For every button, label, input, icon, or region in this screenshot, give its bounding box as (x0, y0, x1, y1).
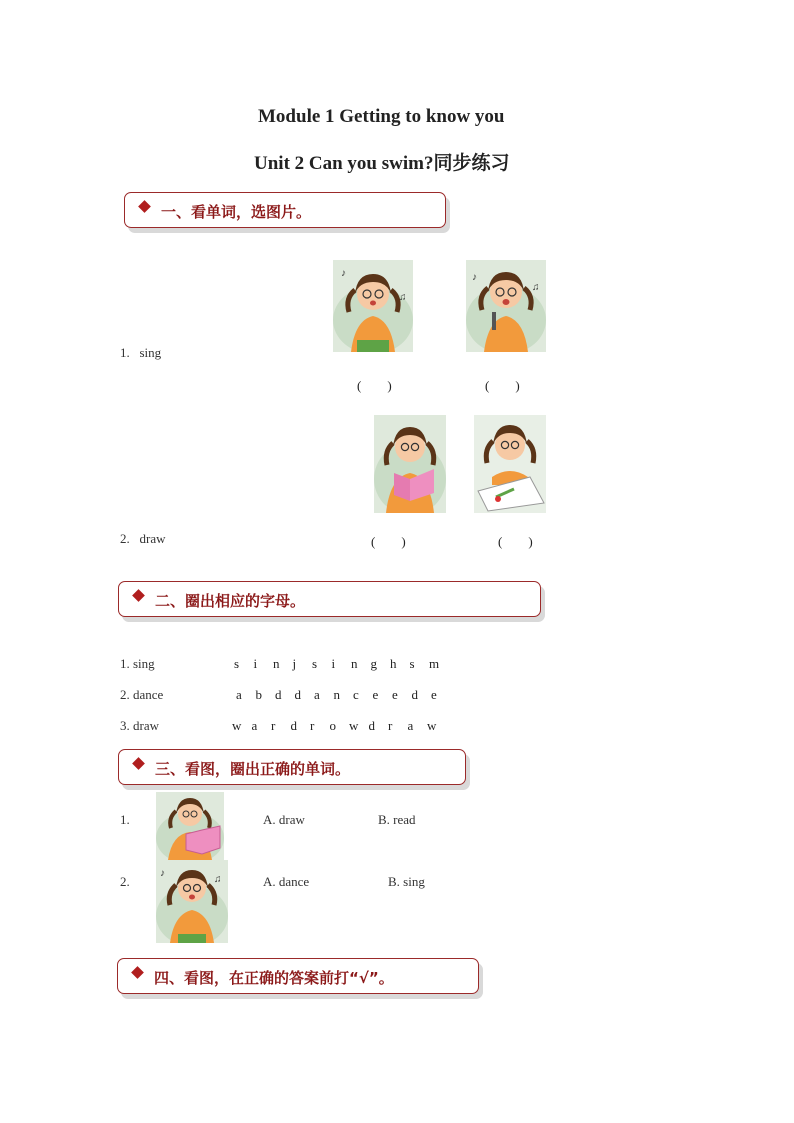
letter[interactable]: d (368, 718, 375, 733)
part1-item-2-label (120, 531, 166, 547)
diamond-icon (131, 966, 144, 979)
svg-text:♫: ♫ (532, 282, 540, 293)
answer-paren[interactable]: ( ) (371, 534, 406, 549)
letter[interactable]: s (312, 656, 318, 671)
diamond-icon (132, 757, 145, 770)
letter[interactable]: n (351, 656, 358, 671)
letter[interactable]: s (234, 656, 240, 671)
letter[interactable]: b (255, 687, 262, 702)
title-line-2: Unit 2 Can you swim?同步练习 (254, 153, 510, 174)
section-header-3 (118, 749, 466, 785)
section-label: 一、看单词，选图片。 (161, 203, 312, 221)
letter[interactable]: s (409, 656, 415, 671)
diamond-icon (132, 589, 145, 602)
letter[interactable]: r (271, 718, 276, 733)
letter[interactable]: w (232, 718, 242, 733)
letter[interactable]: r (310, 718, 315, 733)
section-label: 三、看图，圈出正确的单词。 (155, 760, 351, 778)
girl-singing-picture (156, 860, 228, 943)
letter[interactable]: r (388, 718, 393, 733)
diamond-icon (138, 200, 151, 213)
item-word: sing (139, 345, 162, 360)
letter[interactable]: d (294, 687, 301, 702)
svg-text:♪: ♪ (341, 268, 346, 279)
letter[interactable]: g (370, 656, 377, 671)
letter[interactable]: m (429, 656, 440, 671)
part1-item-1-label (120, 345, 161, 361)
svg-text:♪: ♪ (472, 272, 477, 283)
girl-singing-picture[interactable] (466, 260, 546, 352)
section-label: 四、看图，在正确的答案前打“√”。 (154, 969, 394, 987)
part3-item-number: 1. (120, 812, 130, 827)
girl-reading-picture[interactable] (374, 415, 446, 513)
option-a[interactable]: A. draw (263, 812, 305, 827)
letter[interactable]: d (275, 687, 282, 702)
letter[interactable]: w (427, 718, 437, 733)
letter[interactable]: i (331, 656, 336, 671)
section-label: 二、圈出相应的字母。 (155, 592, 306, 610)
letter[interactable]: a (314, 687, 320, 702)
letter[interactable]: e (392, 687, 398, 702)
letter[interactable]: h (390, 656, 397, 671)
letter[interactable]: w (349, 718, 359, 733)
option-b[interactable]: B. sing (388, 874, 425, 889)
section-header-1 (124, 192, 446, 228)
part2-word: 2. dance (120, 687, 164, 702)
letter[interactable]: n (273, 656, 280, 671)
letter[interactable]: a (407, 718, 414, 733)
letter[interactable]: i (253, 656, 258, 671)
item-word: draw (139, 531, 166, 546)
part3-item-number: 2. (120, 874, 130, 889)
letter-row[interactable] (236, 687, 451, 703)
item-number: 1. (120, 345, 130, 360)
option-a[interactable]: A. dance (263, 874, 310, 889)
svg-text:♫: ♫ (214, 874, 222, 885)
girl-drawing-picture[interactable] (474, 415, 546, 513)
girl-reading-picture (156, 792, 224, 860)
letter[interactable]: c (353, 687, 359, 702)
letter[interactable]: a (236, 687, 242, 702)
part2-word: 3. draw (120, 718, 159, 733)
letter-row[interactable] (234, 656, 449, 672)
letter[interactable]: e (431, 687, 437, 702)
letter[interactable]: a (251, 718, 258, 733)
answer-paren[interactable]: ( ) (485, 378, 520, 393)
letter[interactable]: d (290, 718, 297, 733)
letter-row[interactable] (232, 718, 447, 734)
letter[interactable]: d (411, 687, 418, 702)
item-number: 2. (120, 531, 130, 546)
letter[interactable]: o (329, 718, 336, 733)
option-b[interactable]: B. read (378, 812, 416, 827)
letter[interactable]: e (372, 687, 379, 702)
part2-word: 1. sing (120, 656, 155, 671)
girl-singing-picture[interactable] (333, 260, 413, 352)
letter[interactable]: j (292, 656, 297, 671)
section-header-2 (118, 581, 541, 617)
answer-paren[interactable]: ( ) (498, 534, 533, 549)
title-line-1: Module 1 Getting to know you (258, 106, 505, 127)
letter[interactable]: n (333, 687, 340, 702)
svg-text:♪: ♪ (160, 868, 165, 879)
section-header-4 (117, 958, 479, 994)
svg-text:♫: ♫ (399, 292, 407, 303)
answer-paren[interactable]: ( ) (357, 378, 392, 393)
